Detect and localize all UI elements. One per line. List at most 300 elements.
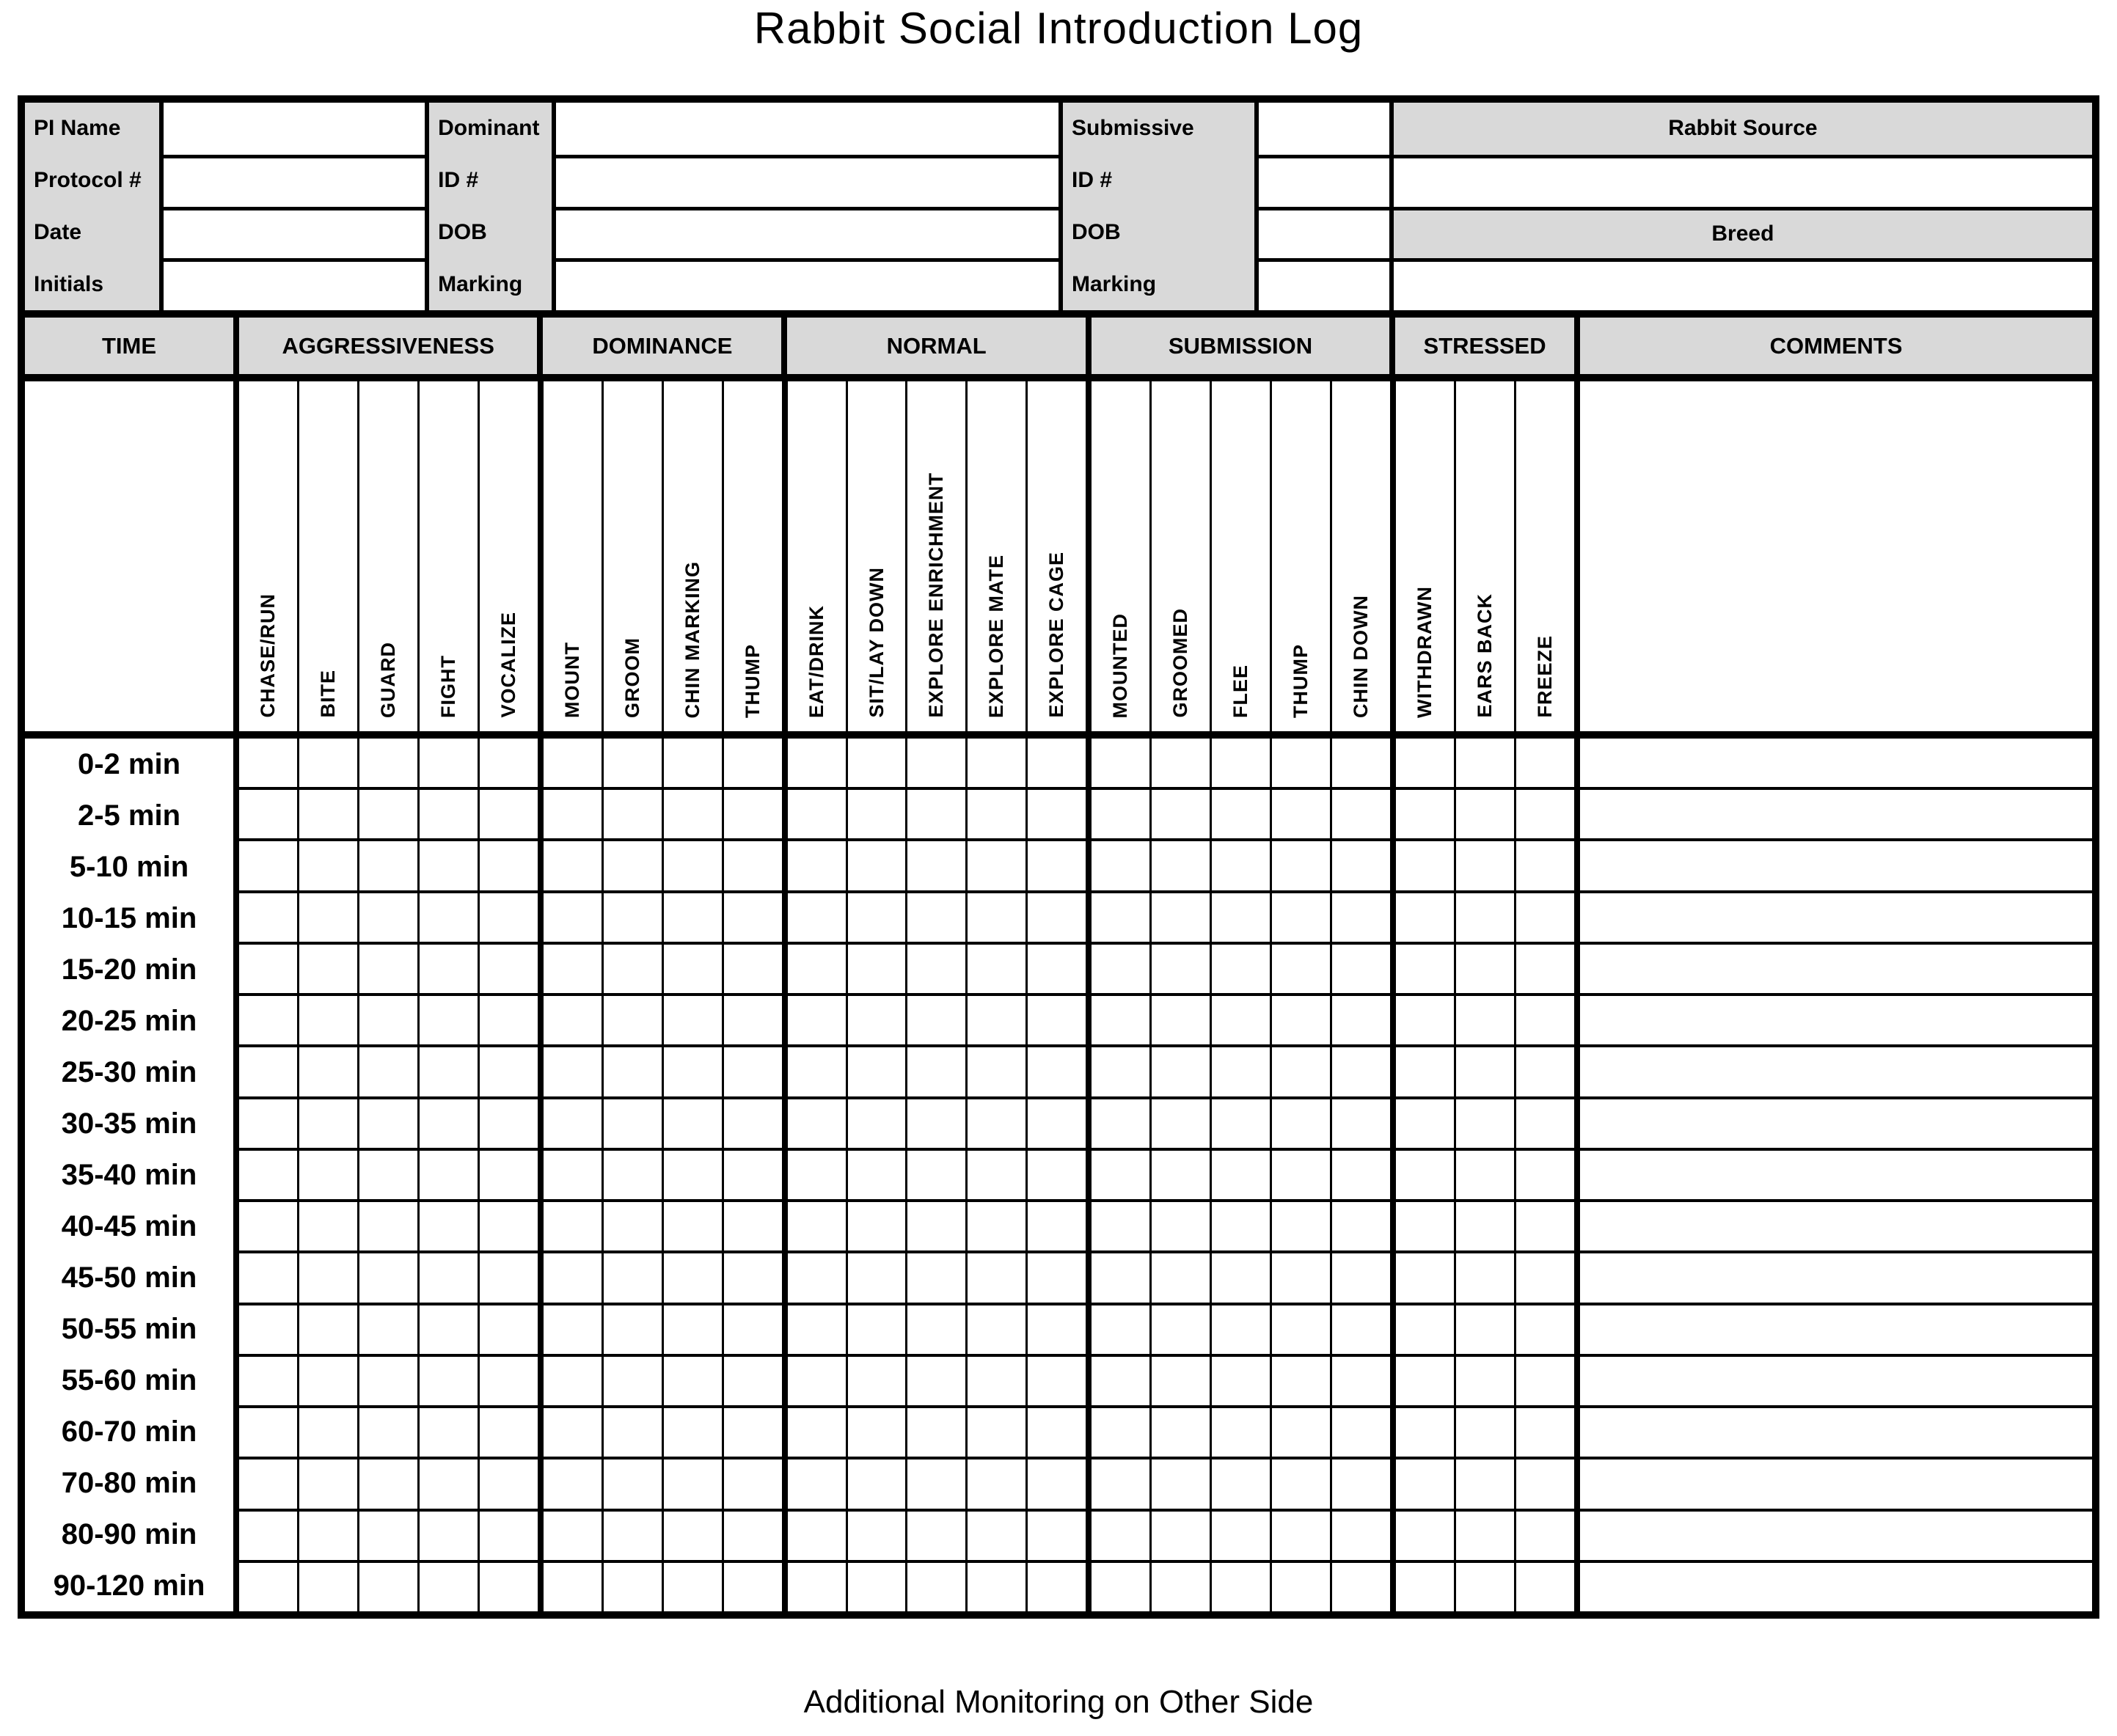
behavior-score-cell[interactable] — [1516, 1460, 1574, 1511]
behavior-score-cell[interactable] — [968, 1357, 1025, 1408]
behavior-score-cell[interactable] — [239, 1047, 297, 1099]
behavior-score-cell[interactable] — [1332, 893, 1390, 945]
behavior-score-cell[interactable] — [420, 1151, 478, 1202]
behavior-score-cell[interactable] — [1272, 790, 1330, 841]
comments-cell[interactable] — [1580, 1047, 2092, 1099]
comments-cell[interactable] — [1580, 945, 2092, 996]
behavior-score-cell[interactable] — [788, 1512, 846, 1563]
behavior-score-cell[interactable] — [1272, 996, 1330, 1047]
behavior-score-cell[interactable] — [1456, 1357, 1514, 1408]
behavior-score-cell[interactable] — [848, 1047, 906, 1099]
behavior-score-cell[interactable] — [724, 945, 782, 996]
behavior-score-cell[interactable] — [1272, 1460, 1330, 1511]
behavior-score-cell[interactable] — [1332, 1563, 1390, 1611]
behavior-score-cell[interactable] — [788, 739, 846, 790]
behavior-score-cell[interactable] — [1212, 1408, 1270, 1460]
behavior-score-cell[interactable] — [299, 1408, 357, 1460]
behavior-score-cell[interactable] — [907, 945, 965, 996]
behavior-score-cell[interactable] — [604, 1151, 662, 1202]
behavior-score-cell[interactable] — [239, 1357, 297, 1408]
behavior-score-cell[interactable] — [239, 1460, 297, 1511]
behavior-score-cell[interactable] — [724, 739, 782, 790]
submissive-rabbit-input-field[interactable] — [1254, 103, 1389, 155]
behavior-score-cell[interactable] — [1332, 1357, 1390, 1408]
dominant-rabbit-input-field[interactable] — [552, 103, 1058, 155]
behavior-score-cell[interactable] — [604, 1460, 662, 1511]
behavior-score-cell[interactable] — [299, 790, 357, 841]
behavior-score-cell[interactable] — [1152, 1408, 1210, 1460]
behavior-score-cell[interactable] — [299, 1099, 357, 1151]
behavior-score-cell[interactable] — [544, 1408, 602, 1460]
behavior-score-cell[interactable] — [239, 739, 297, 790]
behavior-score-cell[interactable] — [1516, 1357, 1574, 1408]
behavior-score-cell[interactable] — [299, 1151, 357, 1202]
behavior-score-cell[interactable] — [724, 1563, 782, 1611]
behavior-score-cell[interactable] — [1152, 1047, 1210, 1099]
behavior-score-cell[interactable] — [420, 790, 478, 841]
behavior-score-cell[interactable] — [480, 1099, 538, 1151]
behavior-score-cell[interactable] — [968, 1047, 1025, 1099]
behavior-score-cell[interactable] — [480, 1408, 538, 1460]
behavior-score-cell[interactable] — [480, 1563, 538, 1611]
behavior-score-cell[interactable] — [1396, 1460, 1454, 1511]
behavior-score-cell[interactable] — [1516, 996, 1574, 1047]
behavior-score-cell[interactable] — [1456, 1151, 1514, 1202]
behavior-score-cell[interactable] — [1152, 996, 1210, 1047]
behavior-score-cell[interactable] — [604, 790, 662, 841]
behavior-score-cell[interactable] — [1152, 1460, 1210, 1511]
behavior-score-cell[interactable] — [1272, 893, 1330, 945]
behavior-score-cell[interactable] — [724, 1202, 782, 1253]
behavior-score-cell[interactable] — [239, 1408, 297, 1460]
comments-cell[interactable] — [1580, 1460, 2092, 1511]
behavior-score-cell[interactable] — [1028, 1099, 1086, 1151]
behavior-score-cell[interactable] — [1212, 1305, 1270, 1357]
behavior-score-cell[interactable] — [420, 1512, 478, 1563]
submissive-rabbit-input-field[interactable] — [1254, 207, 1389, 259]
comments-cell[interactable] — [1580, 1151, 2092, 1202]
behavior-score-cell[interactable] — [420, 1563, 478, 1611]
behavior-score-cell[interactable] — [1332, 1460, 1390, 1511]
behavior-score-cell[interactable] — [1092, 1253, 1149, 1305]
behavior-score-cell[interactable] — [848, 790, 906, 841]
behavior-score-cell[interactable] — [1396, 1202, 1454, 1253]
behavior-score-cell[interactable] — [1396, 996, 1454, 1047]
behavior-score-cell[interactable] — [359, 1253, 417, 1305]
behavior-score-cell[interactable] — [788, 790, 846, 841]
behavior-score-cell[interactable] — [1028, 945, 1086, 996]
study-info-input-field[interactable] — [159, 207, 425, 259]
behavior-score-cell[interactable] — [1028, 996, 1086, 1047]
behavior-score-cell[interactable] — [299, 1047, 357, 1099]
rabbit-source-input-field[interactable] — [1389, 155, 2092, 207]
behavior-score-cell[interactable] — [1272, 1151, 1330, 1202]
behavior-score-cell[interactable] — [1152, 1512, 1210, 1563]
behavior-score-cell[interactable] — [1516, 893, 1574, 945]
behavior-score-cell[interactable] — [1272, 1563, 1330, 1611]
behavior-score-cell[interactable] — [420, 1305, 478, 1357]
behavior-score-cell[interactable] — [848, 841, 906, 893]
behavior-score-cell[interactable] — [299, 945, 357, 996]
behavior-score-cell[interactable] — [907, 1253, 965, 1305]
study-info-input-field[interactable] — [159, 258, 425, 310]
behavior-score-cell[interactable] — [604, 841, 662, 893]
comments-cell[interactable] — [1580, 1253, 2092, 1305]
behavior-score-cell[interactable] — [1332, 1512, 1390, 1563]
behavior-score-cell[interactable] — [1272, 1202, 1330, 1253]
behavior-score-cell[interactable] — [299, 1202, 357, 1253]
behavior-score-cell[interactable] — [907, 790, 965, 841]
behavior-score-cell[interactable] — [544, 841, 602, 893]
behavior-score-cell[interactable] — [544, 790, 602, 841]
behavior-score-cell[interactable] — [1212, 790, 1270, 841]
behavior-score-cell[interactable] — [299, 1563, 357, 1611]
behavior-score-cell[interactable] — [1152, 790, 1210, 841]
behavior-score-cell[interactable] — [724, 1305, 782, 1357]
behavior-score-cell[interactable] — [420, 1357, 478, 1408]
behavior-score-cell[interactable] — [239, 1563, 297, 1611]
behavior-score-cell[interactable] — [1272, 1512, 1330, 1563]
behavior-score-cell[interactable] — [1272, 1099, 1330, 1151]
behavior-score-cell[interactable] — [420, 1047, 478, 1099]
behavior-score-cell[interactable] — [480, 1305, 538, 1357]
behavior-score-cell[interactable] — [1332, 739, 1390, 790]
behavior-score-cell[interactable] — [724, 893, 782, 945]
behavior-score-cell[interactable] — [724, 790, 782, 841]
behavior-score-cell[interactable] — [604, 1408, 662, 1460]
behavior-score-cell[interactable] — [544, 996, 602, 1047]
behavior-score-cell[interactable] — [848, 1357, 906, 1408]
behavior-score-cell[interactable] — [1212, 1202, 1270, 1253]
behavior-score-cell[interactable] — [239, 1512, 297, 1563]
behavior-score-cell[interactable] — [907, 1460, 965, 1511]
behavior-score-cell[interactable] — [604, 739, 662, 790]
behavior-score-cell[interactable] — [420, 945, 478, 996]
behavior-score-cell[interactable] — [968, 739, 1025, 790]
behavior-score-cell[interactable] — [299, 1357, 357, 1408]
behavior-score-cell[interactable] — [724, 1408, 782, 1460]
behavior-score-cell[interactable] — [1332, 945, 1390, 996]
behavior-score-cell[interactable] — [788, 1305, 846, 1357]
behavior-score-cell[interactable] — [1332, 996, 1390, 1047]
behavior-score-cell[interactable] — [544, 1563, 602, 1611]
behavior-score-cell[interactable] — [359, 1512, 417, 1563]
submissive-rabbit-input-field[interactable] — [1254, 155, 1389, 207]
behavior-score-cell[interactable] — [544, 1253, 602, 1305]
behavior-score-cell[interactable] — [1028, 1253, 1086, 1305]
behavior-score-cell[interactable] — [968, 790, 1025, 841]
behavior-score-cell[interactable] — [299, 841, 357, 893]
behavior-score-cell[interactable] — [1092, 945, 1149, 996]
behavior-score-cell[interactable] — [359, 739, 417, 790]
behavior-score-cell[interactable] — [1396, 739, 1454, 790]
behavior-score-cell[interactable] — [604, 1563, 662, 1611]
behavior-score-cell[interactable] — [420, 841, 478, 893]
behavior-score-cell[interactable] — [907, 1512, 965, 1563]
behavior-score-cell[interactable] — [299, 1305, 357, 1357]
behavior-score-cell[interactable] — [907, 996, 965, 1047]
behavior-score-cell[interactable] — [480, 1047, 538, 1099]
behavior-score-cell[interactable] — [968, 1305, 1025, 1357]
behavior-score-cell[interactable] — [1456, 893, 1514, 945]
behavior-score-cell[interactable] — [239, 1099, 297, 1151]
behavior-score-cell[interactable] — [788, 1253, 846, 1305]
dominant-rabbit-input-field[interactable] — [552, 207, 1058, 259]
dominant-rabbit-input-field[interactable] — [552, 155, 1058, 207]
behavior-score-cell[interactable] — [1456, 790, 1514, 841]
behavior-score-cell[interactable] — [604, 996, 662, 1047]
behavior-score-cell[interactable] — [848, 1202, 906, 1253]
behavior-score-cell[interactable] — [1092, 1408, 1149, 1460]
behavior-score-cell[interactable] — [420, 1253, 478, 1305]
behavior-score-cell[interactable] — [239, 996, 297, 1047]
breed-input-field[interactable] — [1389, 258, 2092, 310]
behavior-score-cell[interactable] — [604, 1202, 662, 1253]
comments-cell[interactable] — [1580, 1408, 2092, 1460]
behavior-score-cell[interactable] — [848, 1253, 906, 1305]
behavior-score-cell[interactable] — [604, 945, 662, 996]
behavior-score-cell[interactable] — [1396, 1563, 1454, 1611]
behavior-score-cell[interactable] — [480, 1512, 538, 1563]
behavior-score-cell[interactable] — [1028, 1151, 1086, 1202]
behavior-score-cell[interactable] — [1028, 1563, 1086, 1611]
behavior-score-cell[interactable] — [1028, 739, 1086, 790]
behavior-score-cell[interactable] — [544, 739, 602, 790]
behavior-score-cell[interactable] — [359, 1357, 417, 1408]
behavior-score-cell[interactable] — [604, 1099, 662, 1151]
comments-cell[interactable] — [1580, 893, 2092, 945]
behavior-score-cell[interactable] — [1456, 1099, 1514, 1151]
behavior-score-cell[interactable] — [1152, 945, 1210, 996]
behavior-score-cell[interactable] — [1456, 1305, 1514, 1357]
comments-cell[interactable] — [1580, 1202, 2092, 1253]
behavior-score-cell[interactable] — [1212, 1460, 1270, 1511]
behavior-score-cell[interactable] — [848, 893, 906, 945]
behavior-score-cell[interactable] — [299, 996, 357, 1047]
behavior-score-cell[interactable] — [1028, 1202, 1086, 1253]
behavior-score-cell[interactable] — [788, 841, 846, 893]
behavior-score-cell[interactable] — [359, 1305, 417, 1357]
behavior-score-cell[interactable] — [907, 1047, 965, 1099]
behavior-score-cell[interactable] — [968, 1408, 1025, 1460]
behavior-score-cell[interactable] — [1272, 841, 1330, 893]
behavior-score-cell[interactable] — [848, 1099, 906, 1151]
behavior-score-cell[interactable] — [299, 1253, 357, 1305]
behavior-score-cell[interactable] — [299, 1512, 357, 1563]
behavior-score-cell[interactable] — [1516, 739, 1574, 790]
behavior-score-cell[interactable] — [1516, 1047, 1574, 1099]
behavior-score-cell[interactable] — [1516, 1202, 1574, 1253]
behavior-score-cell[interactable] — [1152, 1253, 1210, 1305]
behavior-score-cell[interactable] — [1332, 1305, 1390, 1357]
behavior-score-cell[interactable] — [907, 1202, 965, 1253]
behavior-score-cell[interactable] — [544, 1512, 602, 1563]
behavior-score-cell[interactable] — [664, 1253, 722, 1305]
behavior-score-cell[interactable] — [239, 1253, 297, 1305]
behavior-score-cell[interactable] — [724, 1253, 782, 1305]
behavior-score-cell[interactable] — [359, 1563, 417, 1611]
behavior-score-cell[interactable] — [1272, 739, 1330, 790]
behavior-score-cell[interactable] — [480, 1253, 538, 1305]
behavior-score-cell[interactable] — [359, 1047, 417, 1099]
behavior-score-cell[interactable] — [420, 1460, 478, 1511]
behavior-score-cell[interactable] — [480, 739, 538, 790]
behavior-score-cell[interactable] — [968, 841, 1025, 893]
behavior-score-cell[interactable] — [848, 1151, 906, 1202]
behavior-score-cell[interactable] — [420, 739, 478, 790]
study-info-input-field[interactable] — [159, 155, 425, 207]
behavior-score-cell[interactable] — [604, 1253, 662, 1305]
behavior-score-cell[interactable] — [299, 893, 357, 945]
behavior-score-cell[interactable] — [1516, 841, 1574, 893]
behavior-score-cell[interactable] — [1516, 1512, 1574, 1563]
behavior-score-cell[interactable] — [359, 996, 417, 1047]
behavior-score-cell[interactable] — [1212, 1563, 1270, 1611]
behavior-score-cell[interactable] — [1516, 1099, 1574, 1151]
behavior-score-cell[interactable] — [968, 1253, 1025, 1305]
behavior-score-cell[interactable] — [1028, 1408, 1086, 1460]
behavior-score-cell[interactable] — [1152, 1099, 1210, 1151]
behavior-score-cell[interactable] — [1152, 841, 1210, 893]
behavior-score-cell[interactable] — [1028, 1512, 1086, 1563]
behavior-score-cell[interactable] — [1092, 790, 1149, 841]
behavior-score-cell[interactable] — [1516, 790, 1574, 841]
behavior-score-cell[interactable] — [359, 1099, 417, 1151]
behavior-score-cell[interactable] — [1212, 1151, 1270, 1202]
behavior-score-cell[interactable] — [480, 1357, 538, 1408]
behavior-score-cell[interactable] — [480, 790, 538, 841]
behavior-score-cell[interactable] — [1152, 1151, 1210, 1202]
behavior-score-cell[interactable] — [1212, 1047, 1270, 1099]
behavior-score-cell[interactable] — [1272, 1305, 1330, 1357]
behavior-score-cell[interactable] — [1212, 945, 1270, 996]
behavior-score-cell[interactable] — [664, 739, 722, 790]
behavior-score-cell[interactable] — [1396, 841, 1454, 893]
behavior-score-cell[interactable] — [907, 1563, 965, 1611]
behavior-score-cell[interactable] — [664, 1357, 722, 1408]
behavior-score-cell[interactable] — [1028, 893, 1086, 945]
behavior-score-cell[interactable] — [359, 841, 417, 893]
behavior-score-cell[interactable] — [1456, 1563, 1514, 1611]
behavior-score-cell[interactable] — [907, 1408, 965, 1460]
behavior-score-cell[interactable] — [848, 996, 906, 1047]
behavior-score-cell[interactable] — [1456, 1253, 1514, 1305]
behavior-score-cell[interactable] — [239, 893, 297, 945]
comments-cell[interactable] — [1580, 1563, 2092, 1611]
comments-cell[interactable] — [1580, 996, 2092, 1047]
behavior-score-cell[interactable] — [1456, 1512, 1514, 1563]
behavior-score-cell[interactable] — [907, 893, 965, 945]
behavior-score-cell[interactable] — [544, 1305, 602, 1357]
behavior-score-cell[interactable] — [1028, 841, 1086, 893]
behavior-score-cell[interactable] — [359, 1460, 417, 1511]
behavior-score-cell[interactable] — [1212, 841, 1270, 893]
behavior-score-cell[interactable] — [664, 790, 722, 841]
behavior-score-cell[interactable] — [968, 996, 1025, 1047]
behavior-score-cell[interactable] — [724, 996, 782, 1047]
behavior-score-cell[interactable] — [664, 841, 722, 893]
behavior-score-cell[interactable] — [1516, 1151, 1574, 1202]
comments-cell[interactable] — [1580, 1305, 2092, 1357]
behavior-score-cell[interactable] — [907, 1151, 965, 1202]
behavior-score-cell[interactable] — [420, 1408, 478, 1460]
behavior-score-cell[interactable] — [359, 1151, 417, 1202]
behavior-score-cell[interactable] — [1332, 1202, 1390, 1253]
behavior-score-cell[interactable] — [1456, 1408, 1514, 1460]
comments-cell[interactable] — [1580, 841, 2092, 893]
behavior-score-cell[interactable] — [1152, 1357, 1210, 1408]
behavior-score-cell[interactable] — [1456, 996, 1514, 1047]
behavior-score-cell[interactable] — [1212, 1253, 1270, 1305]
behavior-score-cell[interactable] — [1272, 1357, 1330, 1408]
behavior-score-cell[interactable] — [1092, 1563, 1149, 1611]
behavior-score-cell[interactable] — [1212, 1357, 1270, 1408]
behavior-score-cell[interactable] — [1456, 1202, 1514, 1253]
behavior-score-cell[interactable] — [664, 1151, 722, 1202]
behavior-score-cell[interactable] — [1212, 996, 1270, 1047]
behavior-score-cell[interactable] — [1152, 739, 1210, 790]
behavior-score-cell[interactable] — [1516, 945, 1574, 996]
behavior-score-cell[interactable] — [1092, 1151, 1149, 1202]
behavior-score-cell[interactable] — [604, 1047, 662, 1099]
behavior-score-cell[interactable] — [788, 1151, 846, 1202]
behavior-score-cell[interactable] — [1396, 790, 1454, 841]
behavior-score-cell[interactable] — [1332, 1151, 1390, 1202]
behavior-score-cell[interactable] — [664, 1202, 722, 1253]
behavior-score-cell[interactable] — [1152, 893, 1210, 945]
behavior-score-cell[interactable] — [299, 1460, 357, 1511]
behavior-score-cell[interactable] — [968, 893, 1025, 945]
behavior-score-cell[interactable] — [907, 1305, 965, 1357]
behavior-score-cell[interactable] — [968, 1202, 1025, 1253]
behavior-score-cell[interactable] — [1396, 945, 1454, 996]
behavior-score-cell[interactable] — [1332, 1047, 1390, 1099]
behavior-score-cell[interactable] — [1028, 1047, 1086, 1099]
behavior-score-cell[interactable] — [664, 1099, 722, 1151]
behavior-score-cell[interactable] — [1272, 1253, 1330, 1305]
behavior-score-cell[interactable] — [1152, 1305, 1210, 1357]
behavior-score-cell[interactable] — [1516, 1563, 1574, 1611]
behavior-score-cell[interactable] — [1212, 1512, 1270, 1563]
behavior-score-cell[interactable] — [788, 1099, 846, 1151]
dominant-rabbit-input-field[interactable] — [552, 258, 1058, 310]
behavior-score-cell[interactable] — [664, 945, 722, 996]
behavior-score-cell[interactable] — [907, 739, 965, 790]
behavior-score-cell[interactable] — [544, 1202, 602, 1253]
behavior-score-cell[interactable] — [788, 893, 846, 945]
behavior-score-cell[interactable] — [544, 945, 602, 996]
behavior-score-cell[interactable] — [664, 893, 722, 945]
behavior-score-cell[interactable] — [788, 1460, 846, 1511]
behavior-score-cell[interactable] — [1332, 1253, 1390, 1305]
behavior-score-cell[interactable] — [664, 1408, 722, 1460]
behavior-score-cell[interactable] — [664, 996, 722, 1047]
behavior-score-cell[interactable] — [359, 1202, 417, 1253]
behavior-score-cell[interactable] — [1396, 1047, 1454, 1099]
behavior-score-cell[interactable] — [664, 1460, 722, 1511]
behavior-score-cell[interactable] — [1456, 1460, 1514, 1511]
behavior-score-cell[interactable] — [239, 945, 297, 996]
behavior-score-cell[interactable] — [788, 1408, 846, 1460]
behavior-score-cell[interactable] — [968, 1512, 1025, 1563]
behavior-score-cell[interactable] — [1272, 1047, 1330, 1099]
behavior-score-cell[interactable] — [239, 1305, 297, 1357]
behavior-score-cell[interactable] — [480, 841, 538, 893]
behavior-score-cell[interactable] — [848, 739, 906, 790]
behavior-score-cell[interactable] — [239, 1151, 297, 1202]
behavior-score-cell[interactable] — [239, 841, 297, 893]
behavior-score-cell[interactable] — [968, 1460, 1025, 1511]
